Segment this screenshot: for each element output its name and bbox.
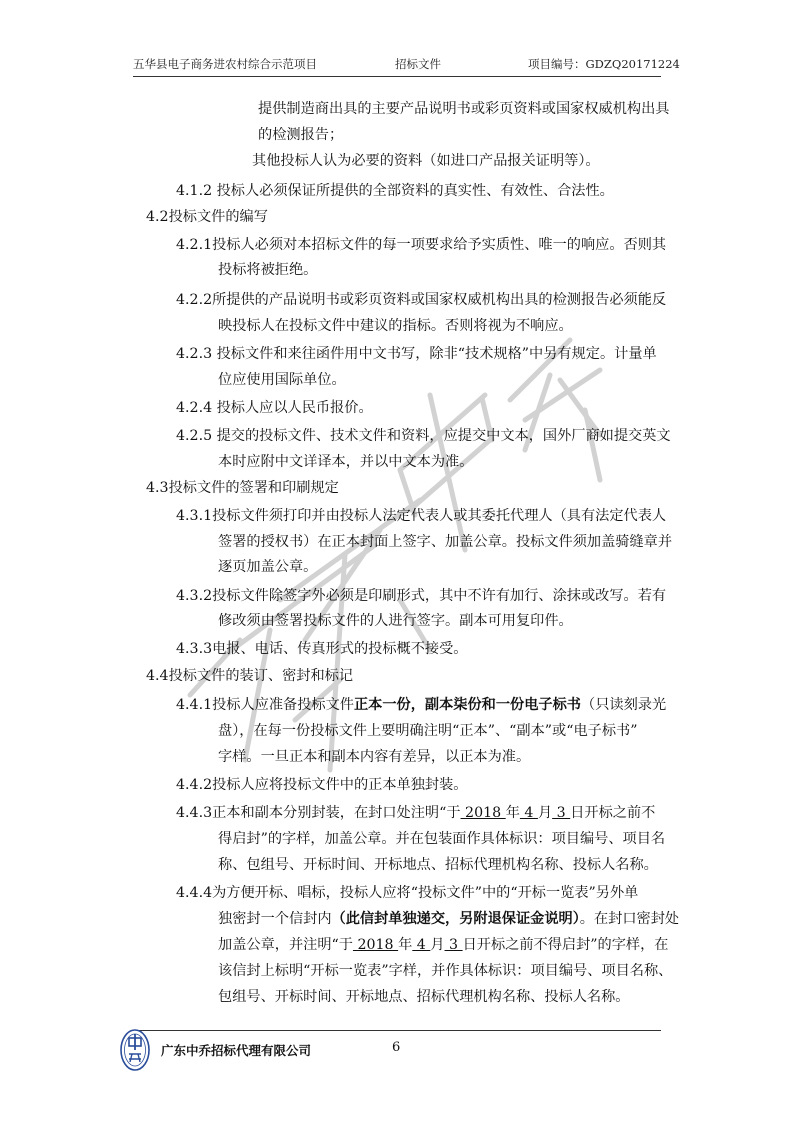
- clause-4-4-1: [176, 694, 666, 716]
- header-doc-title: 招标文件: [395, 57, 441, 71]
- date-day: 3: [552, 805, 571, 821]
- section-heading-4-4: 4.4投标文件的装订、密封和标记: [146, 668, 354, 684]
- date-unit: 年: [505, 805, 520, 821]
- clause-text: 日开标之前不: [570, 805, 656, 821]
- date-year: 2018: [352, 937, 399, 953]
- body-line: 盘），在每一份投标文件上要明确注明“正本”、“副本”或“电子标书”: [218, 723, 638, 739]
- body-line: 该信封上标明“开标一览表”字样，并作具体标识：项目编号、项目名称、: [218, 963, 673, 979]
- clause-4-4-2: 4.4.2投标人应将投标文件中的正本单独封装。: [176, 777, 468, 793]
- clause-4-2-4: 4.2.4 投标人应以人民币报价。: [176, 400, 373, 416]
- clause-4-2-1: 4.2.1投标人必须对本招标文件的每一项要求给予实质性、唯一的响应。否则其: [176, 237, 667, 253]
- body-line: 映投标人在投标文件中建议的指标。否则将视为不响应。: [218, 318, 573, 334]
- date-unit: 月: [430, 937, 445, 953]
- body-line: 得启封”的字样，加盖公章。并在包装面作具体标识：项目编号、项目名: [218, 831, 666, 847]
- clause-4-4-4: 4.4.4为方便开标、唱标，投标人应将“投标文件”中的“开标一览表”另外单: [176, 885, 639, 901]
- body-line: [218, 934, 668, 956]
- clause-text: （只读刻录光: [581, 697, 667, 713]
- clause-text: 。在封口密封处: [579, 911, 680, 927]
- body-line: 本时应附中文详译本，并以中文本为准。: [218, 454, 474, 470]
- header-project-code: 项目编号：GDZQ20171224: [528, 57, 680, 71]
- body-line: 字样。一旦正本和副本内容有差异，以正本为准。: [218, 749, 531, 765]
- date-year: 2018: [460, 805, 506, 821]
- clause-text: 加盖公章，并注明“于: [218, 937, 353, 953]
- clause-text: 日开标之前不得启封”的字样，在: [462, 937, 669, 953]
- clause-4-3-1: 4.3.1投标文件须打印并由投标人法定代表人或其委托代理人（具有法定代表人: [176, 508, 667, 524]
- footer-divider: [133, 1030, 661, 1031]
- body-line: 提供制造商出具的主要产品说明书或彩页资料或国家权威机构出具: [258, 101, 670, 117]
- company-seal-icon: [120, 1028, 150, 1072]
- section-heading-4-2: 4.2投标文件的编写: [146, 209, 268, 225]
- body-line: 的检测报告；: [258, 127, 344, 143]
- page-header: [133, 56, 680, 74]
- clause-text: 4.4.1投标人应准备投标文件: [176, 697, 354, 713]
- clause-4-2-3: 4.2.3 投标文件和来往函件用中文书写，除非“技术规格”中另有规定。计量单: [176, 346, 657, 362]
- footer-company-name: 广东中乔招标代理有限公司: [161, 1043, 312, 1058]
- header-divider: [133, 76, 661, 77]
- body-line: 投标将被拒绝。: [218, 262, 318, 278]
- bold-emphasis: （此信封单独递交，另附退保证金说明）: [331, 911, 580, 927]
- page-number: 6: [392, 1040, 401, 1055]
- clause-text: 4.4.3正本和副本分别封装，在封口处注明“于: [176, 805, 461, 821]
- bold-emphasis: 正本一份，副本柒份和一份电子标书: [353, 697, 581, 713]
- clause-4-4-3: [176, 802, 655, 824]
- section-heading-4-3: 4.3投标文件的签署和印刷规定: [146, 480, 339, 496]
- body-line: 签署的授权书）在正本封面上签字、加盖公章。投标文件须加盖骑缝章并: [218, 534, 673, 550]
- date-month: 4: [412, 937, 431, 953]
- clause-4-2-5: 4.2.5 提交的投标文件、技术文件和资料，应提交中文本，国外厂商如提交英文: [176, 428, 671, 444]
- date-month: 4: [519, 805, 538, 821]
- body-line: 其他投标人认为必要的资料（如进口产品报关证明等）。: [252, 153, 600, 169]
- body-line: 逐页加盖公章。: [218, 559, 318, 575]
- body-line: 修改须由签署投标文件的人进行签字。副本可用复印件。: [218, 613, 573, 629]
- clause-4-3-3: 4.3.3电报、电话、传真形式的投标概不接受。: [176, 641, 468, 657]
- date-day: 3: [444, 937, 463, 953]
- clause-4-3-2: 4.3.2投标文件除签字外必须是印刷形式，其中不许有加行、涂抹或改写。若有: [176, 588, 667, 604]
- body-line: 位应使用国际单位。: [218, 372, 346, 388]
- clause-4-1-2: 4.1.2 投标人必须保证所提供的全部资料的真实性、有效性、合法性。: [176, 183, 614, 199]
- date-unit: 月: [537, 805, 553, 821]
- clause-4-2-2: 4.2.2所提供的产品说明书或彩页资料或国家权威机构出具的检测报告必须能反: [176, 292, 667, 308]
- body-line: 称、包组号、开标时间、开标地点、招标代理机构名称、投标人名称。: [218, 857, 658, 873]
- clause-text: 独密封一个信封内: [218, 911, 332, 927]
- body-line: [218, 908, 679, 930]
- body-line: 包组号、开标时间、开标地点、招标代理机构名称、投标人名称。: [218, 989, 630, 1005]
- header-project-name: 五华县电子商务进农村综合示范项目: [133, 57, 317, 71]
- date-unit: 年: [398, 937, 413, 953]
